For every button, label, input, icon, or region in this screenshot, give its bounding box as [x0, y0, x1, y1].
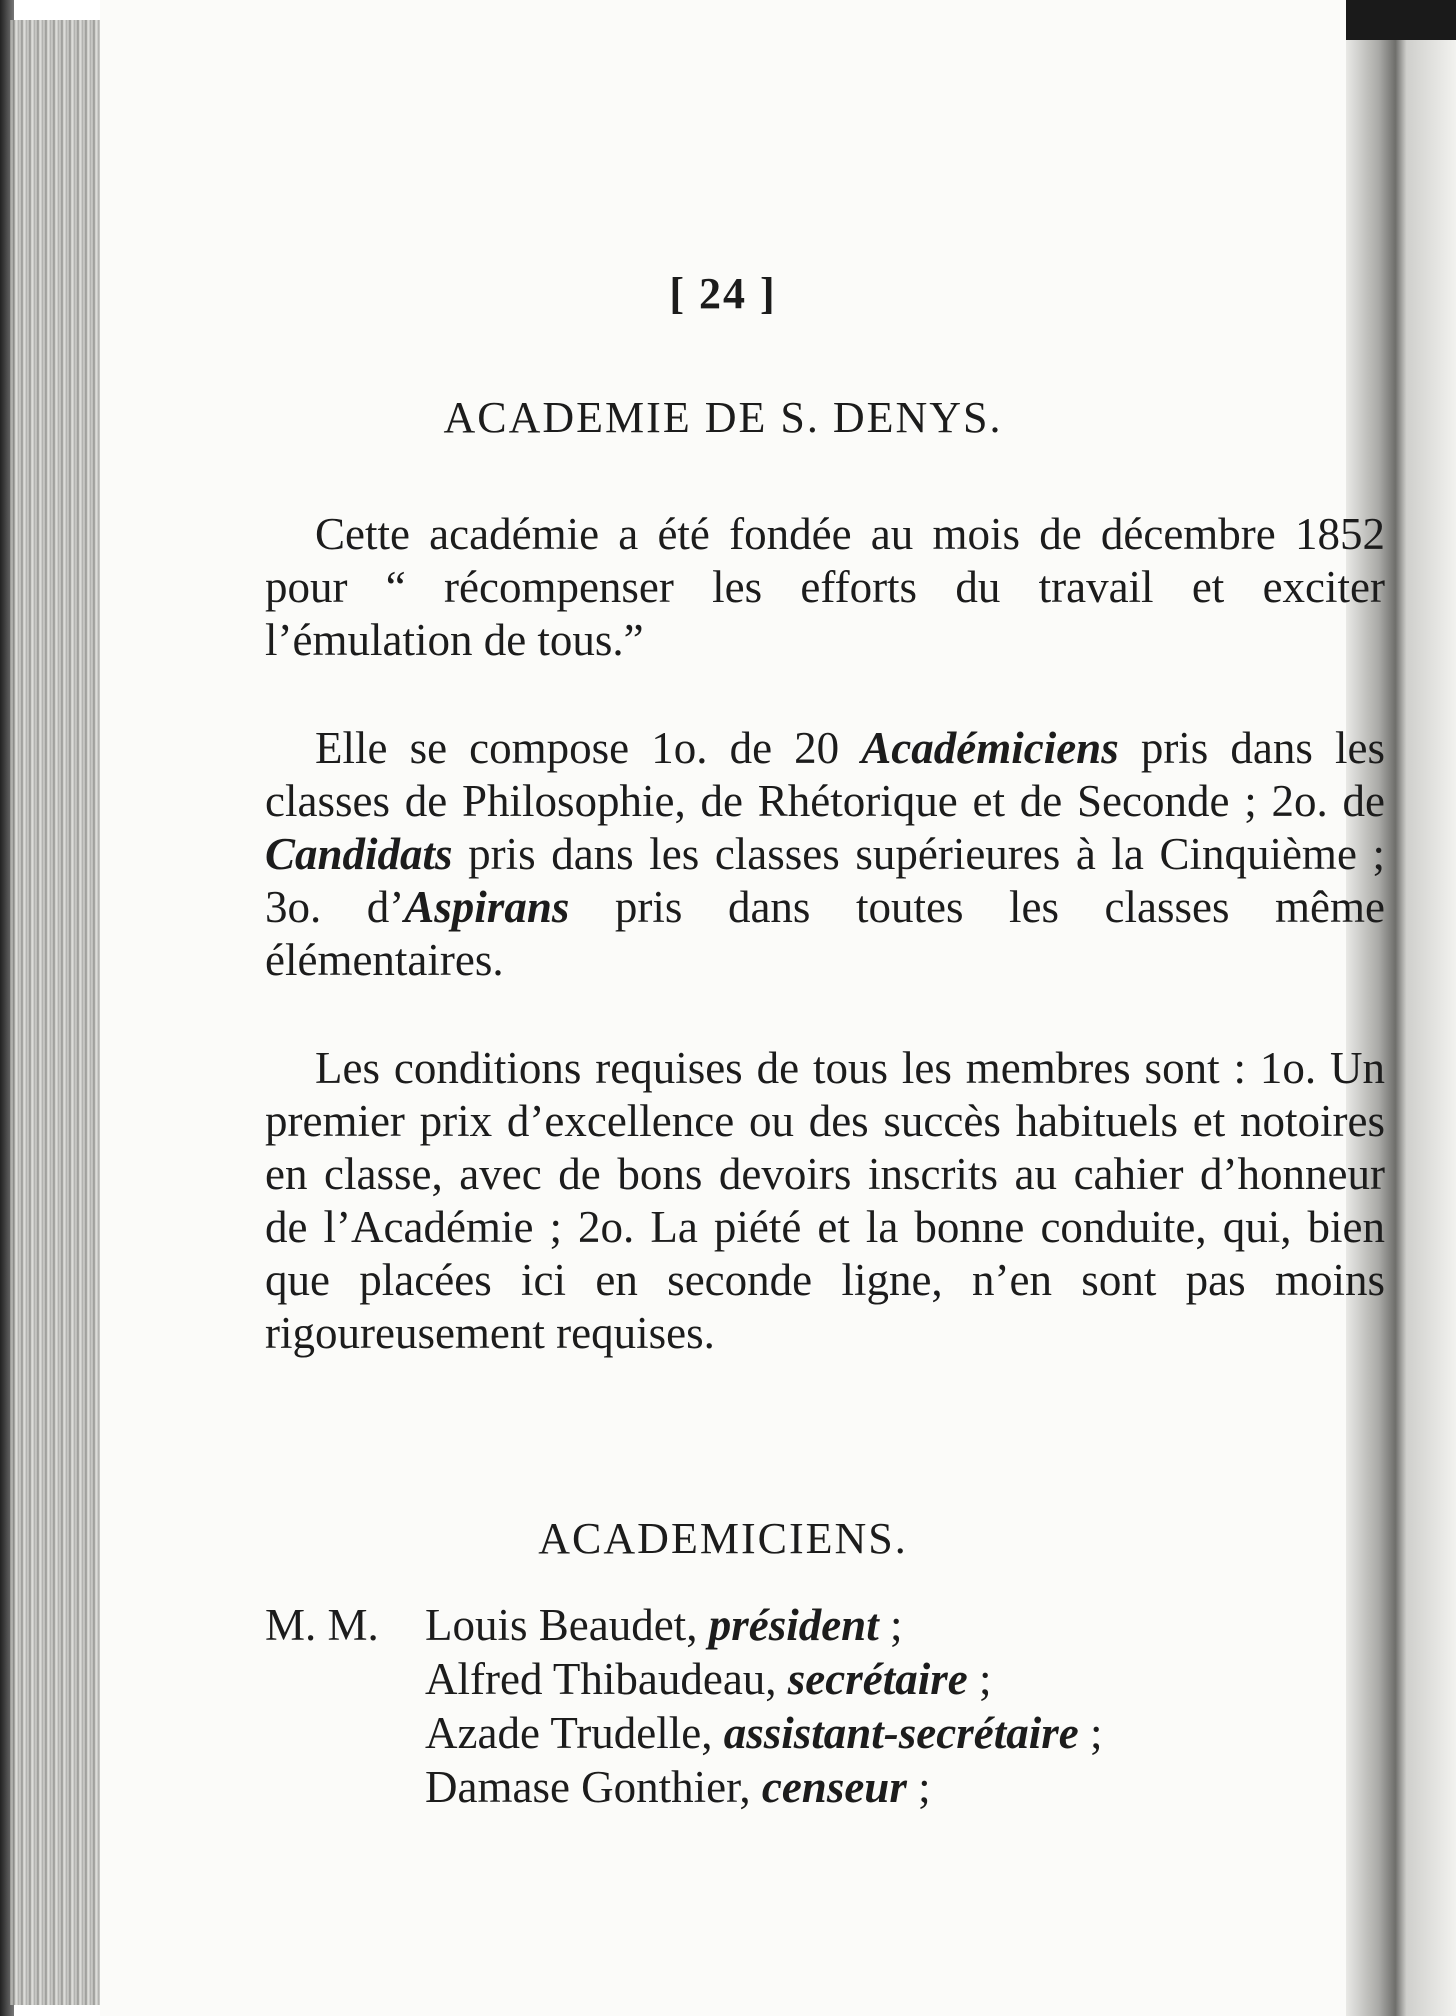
italic-term-candidats: Candidats	[265, 829, 453, 879]
italic-term-aspirans: Aspirans	[404, 882, 570, 932]
member-role: secrétaire	[787, 1654, 968, 1704]
member-name: Azade Trudelle,	[425, 1708, 713, 1758]
list-item	[265, 1598, 1395, 1652]
list-item	[265, 1760, 1395, 1814]
italic-term-academiciens: Académiciens	[861, 723, 1119, 773]
list-item	[265, 1652, 1395, 1706]
scan-corner-shadow	[1346, 0, 1456, 40]
member-punctuation: ;	[1078, 1708, 1103, 1758]
member-name: Damase Gonthier,	[425, 1762, 751, 1812]
paragraph-3	[265, 1042, 1385, 1360]
member-punctuation: ;	[906, 1762, 931, 1812]
section-title: ACADEMICIENS.	[538, 1514, 908, 1563]
members-prefix: M. M.	[265, 1600, 379, 1650]
paragraph-text: pris dans toutes les classes même élémentaires.	[265, 882, 1385, 985]
page-title: ACADEMIE DE S. DENYS.	[443, 393, 1003, 442]
paragraph-text: Cette académie a été fondée au mois de décembre 1852 pour “ récompenser les efforts du travail et exciter l’émulation de tous.”	[265, 509, 1385, 665]
page-number: [ 24 ]	[669, 269, 777, 318]
book-page-edges-left	[10, 20, 100, 2005]
paragraph-text: pris dans les classes de Philosophie, de Rhétorique et de Seconde ; 2o. de	[265, 723, 1385, 826]
member-punctuation: ;	[878, 1600, 903, 1650]
paragraph-text: Elle se compose 1o. de 20	[315, 723, 862, 773]
paragraph-text: pris dans les classes supérieures à la Cinquième ; 3o. d’	[265, 829, 1385, 932]
members-list	[265, 1598, 1395, 1814]
paragraph-1	[265, 508, 1385, 667]
member-punctuation: ;	[967, 1654, 992, 1704]
paragraph-2	[265, 722, 1385, 987]
paragraph-text: Les conditions requises de tous les membres sont : 1o. Un premier prix d’excellence ou des succès habituels et notoires en classe, avec de bons devoirs inscrits au cahier d’honneur de l’Académie ; 2o. La piété et la bonne conduite, qui, bien que placées ici en seconde ligne, n’en sont pas moins rigoureusement requises.	[265, 1043, 1385, 1358]
member-name: Louis Beaudet,	[425, 1600, 698, 1650]
member-role: censeur	[761, 1762, 907, 1812]
list-item	[265, 1706, 1395, 1760]
member-role: président	[708, 1600, 879, 1650]
member-name: Alfred Thibaudeau,	[425, 1654, 777, 1704]
member-role: assistant-secrétaire	[723, 1708, 1079, 1758]
page-sheet	[100, 0, 1385, 2016]
